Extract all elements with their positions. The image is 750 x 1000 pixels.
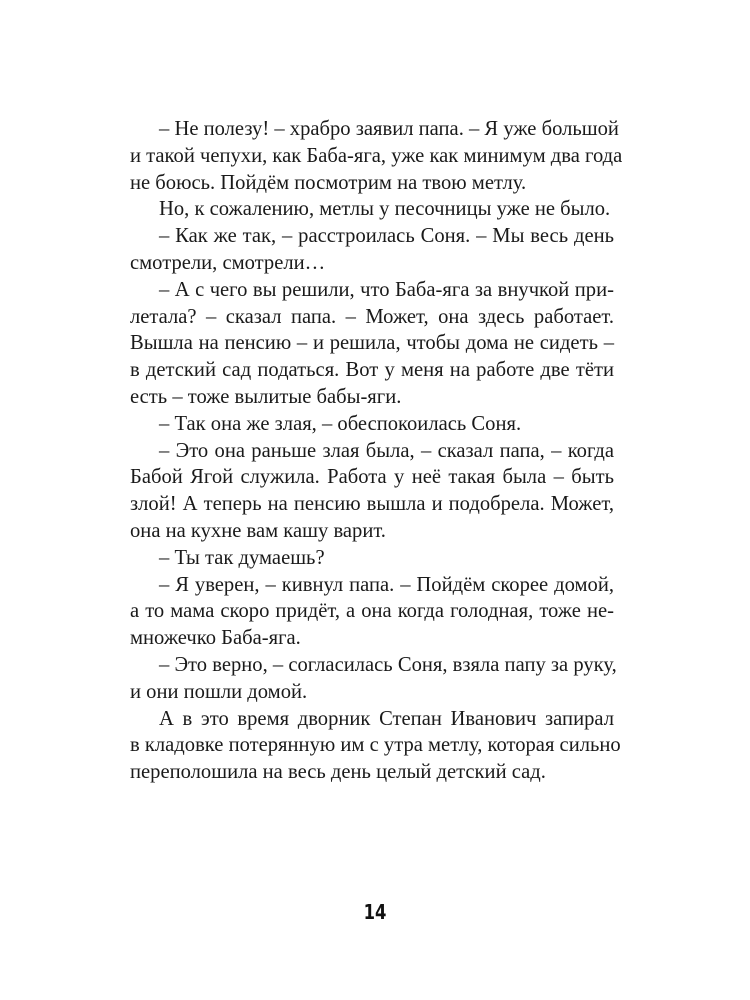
- page-number: 14: [363, 900, 387, 924]
- text-line: переполошила на весь день целый детский сад.: [130, 761, 546, 784]
- text-line: Бабой Ягой служила. Работа у неё такая была – быть: [130, 466, 614, 489]
- text-line: в кладовке потерянную им с утра метлу, которая сильно: [130, 734, 621, 757]
- text-line: летала? – сказал папа. – Может, она здесь работает.: [130, 305, 614, 328]
- text-line: она на кухне вам кашу варит.: [130, 519, 386, 542]
- text-line: и они пошли домой.: [130, 680, 308, 703]
- text-line: – Так она же злая, – обеспокоилась Соня.: [159, 412, 522, 435]
- text-line: Вышла на пенсию – и решила, чтобы дома не сидеть –: [130, 332, 614, 355]
- text-line: не боюсь. Пойдём посмотрим на твою метлу.: [130, 171, 527, 194]
- text-line: – А с чего вы решили, что Баба-яга за внучкой при-: [159, 278, 614, 301]
- text-line: – Не полезу! – храбро заявил папа. – Я уже большой: [159, 118, 619, 140]
- text-line: А в это время дворник Степан Иванович запирал: [159, 707, 614, 730]
- text-line: Но, к сожалению, метлы у песочницы уже не было.: [159, 198, 611, 221]
- text-line: – Это верно, – согласилась Соня, взяла папу за руку,: [159, 653, 617, 676]
- text-line: а то мама скоро придёт, а она когда голодная, тоже не-: [130, 600, 614, 623]
- text-line: есть – тоже вылитые бабы-яги.: [130, 385, 402, 408]
- text-line: – Я уверен, – кивнул папа. – Пойдём скорее домой,: [159, 573, 614, 596]
- text-line: смотрели, смотрели…: [130, 251, 326, 274]
- text-line: – Это она раньше злая была, – сказал папа, – когда: [159, 439, 614, 462]
- body-text: [130, 116, 623, 786]
- text-line: – Ты так думаешь?: [159, 546, 325, 569]
- text-line: множечко Баба-яга.: [130, 627, 301, 650]
- text-line: – Как же так, – расстроилась Соня. – Мы весь день: [159, 225, 614, 248]
- text-line: и такой чепухи, как Баба-яга, уже как минимум два года: [130, 144, 623, 167]
- text-line: в детский сад податься. Вот у меня на работе две тёти: [130, 359, 614, 382]
- text-line: злой! А теперь на пенсию вышла и подобрела. Может,: [130, 493, 614, 516]
